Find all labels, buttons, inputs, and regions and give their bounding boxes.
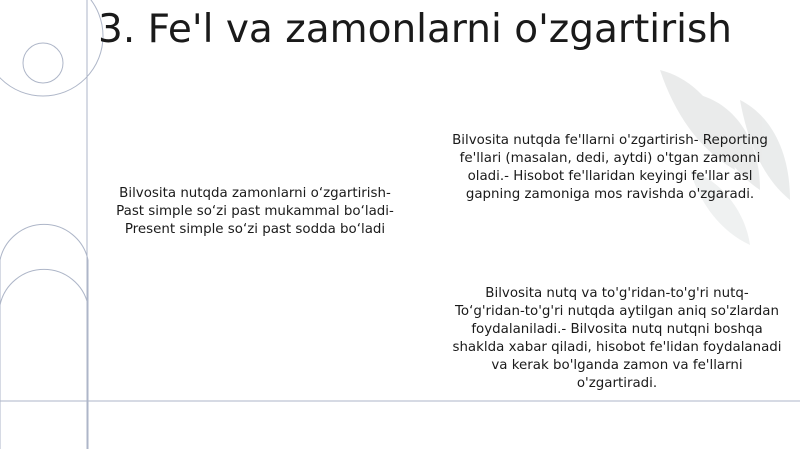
left-arc-middle: [0, 269, 88, 305]
text-line: Bilvosita nutqda zamonlarni o‘zgartirish-: [119, 186, 391, 201]
text-line: shaklda xabar qiladi, hisobot fe'lidan foydalanadi: [452, 340, 782, 355]
text-line: Bilvosita nutq va to'g'ridan-to'g'ri nutq-: [485, 286, 749, 301]
text-line: Bilvosita nutqda fe'llarni o'zgartirish- Reporting: [452, 133, 768, 148]
text-line: o'zgartiradi.: [576, 376, 658, 391]
left-arc-upper: [0, 224, 88, 260]
text-line: foydalaniladi.- Bilvosita nutq nutqni boshqa: [471, 322, 763, 337]
text-block-direct-indirect-speech: [436, 285, 798, 393]
small-circle: [23, 43, 63, 83]
text-line: va kerak bo'lganda zamon va fe'llarni: [491, 358, 743, 373]
text-line: gapning zamoniga mos ravishda o'zgaradi.: [465, 187, 755, 202]
text-line: Present simple so‘zi past sodda bo‘ladi: [124, 222, 386, 237]
text-line: fe'llari (masalan, dedi, aytdi) o'tgan zamonni: [459, 151, 761, 166]
text-line: To‘g'ridan-to'g'ri nutqda aytilgan aniq so'zlardan: [455, 304, 779, 319]
text-block-reporting-verbs: [440, 132, 780, 204]
text-line: oladi.- Hisobot fe'llaridan keyingi fe'llar asl: [467, 169, 753, 184]
slide-title: 3. Fe'l va zamonlarni o'zgartirish: [98, 7, 732, 52]
text-line: Past simple so‘zi past mukammal bo‘ladi-: [116, 204, 394, 219]
text-block-tense-changes: [100, 185, 410, 239]
